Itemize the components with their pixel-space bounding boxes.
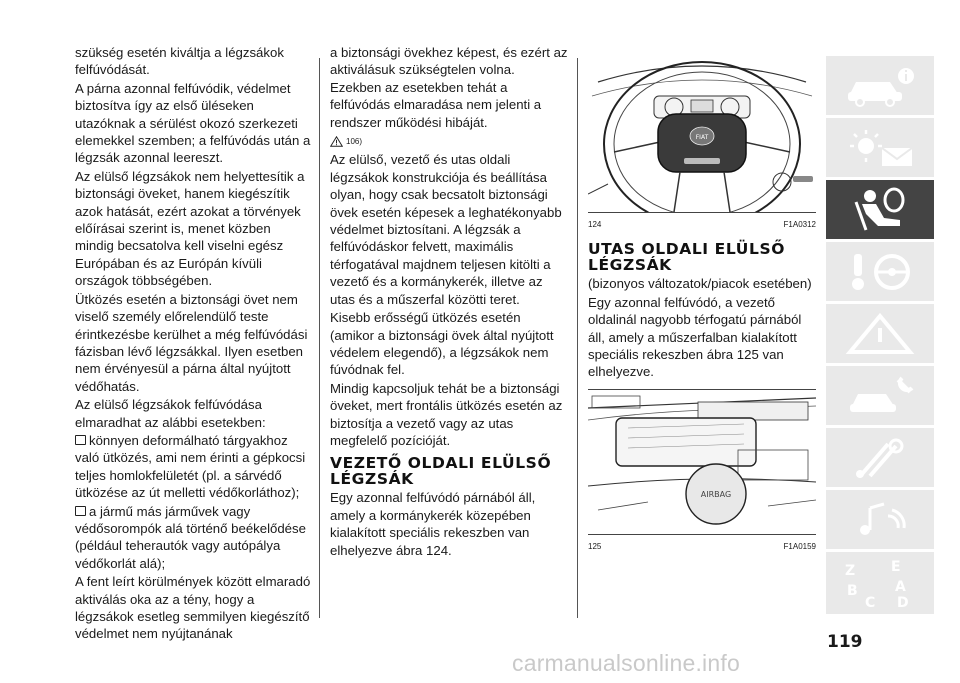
figure-caption xyxy=(588,538,816,555)
warning-reference: 106) xyxy=(330,133,568,150)
warning-triangle-tab-icon xyxy=(840,312,920,356)
watermark: carmanualsonline.info xyxy=(512,650,740,676)
key-steering-icon xyxy=(840,250,920,294)
paragraph: A fent leírt körülmények között elmaradó aktiválás oka az a tény, hogy a légzsákok esetleg semmilyen kiegészítő védelmet nem nyújtanának xyxy=(75,574,311,642)
paragraph: Az elülső légzsákok nem helyettesítik a biztonsági öveket, hanem kiegészítik azok hatását, ezért azokat a törvények előírásai szerint is, menet közben mindig becsatolva kell viselni egész Európában és az Európán kívüli országok többségében. xyxy=(75,168,305,289)
text-column-2 xyxy=(330,44,568,560)
figure-number: 124 xyxy=(588,220,602,229)
figure-dashboard-airbag xyxy=(588,389,816,535)
paragraph: Az elülső légzsákok felfúvódása elmaradhat az alábbi esetekben: xyxy=(75,397,266,430)
paragraph: A párna azonnal felfúvódik, védelmet biztosítva így az első üléseken utazóknak a sérülést okozó szerkezeti elemekkel szemben; a felfúvódás után a légzsák azonnal leereszt. xyxy=(75,80,311,166)
chapter-tab-lights-messages[interactable] xyxy=(826,118,934,177)
paragraph: Az elülső, vezető és utas oldali légzsákok konstrukciója és beállítása olyan, hogy csak becsatolt biztonsági övek esetén képesek a leghatékonyabb védelmet biztosítani. A légzsák a felfúvódáskor felvett, maximális térfogatával majdnem teljesen kitölti a vezető és a kormánykerék, illetve az utas és a műszerfal közötti teret. xyxy=(330,152,562,307)
paragraph: szükség esetén kiváltja a légzsákok felfúvódását. xyxy=(75,45,284,78)
text-column-3 xyxy=(588,56,816,563)
paragraph: Ütközés esetén a biztonsági övet nem viselő személy előrelendülő teste érintkezésbe kerülhet a még felfúvódási fázisban lévő légzsákkal. Ilyen esetben nem érvényesül a párna által nyújtott védőhatás. xyxy=(75,291,308,394)
column-divider xyxy=(577,58,578,618)
light-message-icon xyxy=(840,126,920,170)
paragraph: Egy azonnal felfúvódó párnából áll, amely a kormánykerék közepében kialakított speciális rekeszben van elhelyezve ábra 124. xyxy=(330,490,536,558)
warning-triangle-icon xyxy=(330,136,343,147)
figure-code: F1A0312 xyxy=(783,220,816,229)
page-number: 119 xyxy=(827,632,863,652)
svg-text:B: B xyxy=(847,583,858,599)
paragraph: Kisebb erősségű ütközés esetén (amikor a biztonsági övek által nyújtott védelem elegendő), a légzsákok nem fúvódnak fel. xyxy=(330,310,554,378)
airbag-label: AIRBAG xyxy=(700,489,732,499)
chapter-tab-vehicle-info[interactable] xyxy=(826,56,934,115)
chapter-tabs xyxy=(826,56,934,617)
svg-text:A: A xyxy=(895,579,906,595)
figure-caption xyxy=(588,216,816,233)
svg-text:FIAT: FIAT xyxy=(695,134,709,141)
paragraph: Egy azonnal felfúvódó, a vezető oldalinál nagyobb térfogatú párnából áll, amely a műszerfalban kialakított speciális rekeszben ábra 125 van elhelyezve. xyxy=(588,294,802,380)
steering-wheel-illustration xyxy=(588,56,816,212)
alphabet-index-icon xyxy=(835,555,925,611)
chapter-tab-starting-driving[interactable] xyxy=(826,242,934,301)
tools-icon xyxy=(840,436,920,480)
paragraph: a biztonsági övekhez képest, és ezért az aktiválásuk szükségtelen volna. Ezekben az esetekben tehát a felfúvódás elmaradása nem jelenti a rendszer működési hibáját. xyxy=(330,45,568,130)
figure-code: F1A0159 xyxy=(783,541,816,551)
svg-text:Z: Z xyxy=(845,563,856,579)
chapter-tab-technical-data[interactable] xyxy=(826,428,934,487)
paragraph: Mindig kapcsoljuk tehát be a biztonsági öveket, mert frontális ütközés esetén az biztosítja a vezető vagy az utas megfelelő pozícióját. xyxy=(330,380,563,448)
bullet-item: a jármű más járművek vagy védősorompók alá történő beékelődése (például teherautók vagy autópálya védőkorlát alá); xyxy=(75,503,306,571)
figure-steering-wheel xyxy=(588,56,816,213)
column-divider xyxy=(319,58,320,618)
chapter-tab-emergency[interactable] xyxy=(826,304,934,363)
subtitle: (bizonyos változatok/piacok esetében) xyxy=(588,276,812,292)
text-column-1 xyxy=(75,44,311,644)
chapter-tab-multimedia[interactable] xyxy=(826,490,934,549)
chapter-tab-index[interactable] xyxy=(826,552,934,614)
multimedia-icon xyxy=(840,498,920,542)
svg-text:E: E xyxy=(891,559,901,575)
car-info-icon xyxy=(840,64,920,108)
bullet-square-icon xyxy=(75,435,86,445)
svg-text:C: C xyxy=(865,595,876,611)
figure-number: 125 xyxy=(588,541,602,551)
section-heading: UTAS OLDALI ELÜLSŐ LÉGZSÁK xyxy=(588,240,785,275)
passenger-airbag-illustration xyxy=(588,390,816,534)
chapter-tab-maintenance[interactable] xyxy=(826,366,934,425)
chapter-tab-safety[interactable] xyxy=(826,180,934,239)
section-heading: VEZETŐ OLDALI ELÜLSŐ LÉGZSÁK xyxy=(330,454,552,489)
wrench-car-icon xyxy=(840,374,920,418)
bullet-item: könnyen deformálható tárgyakhoz való ütközés, ami nem érinti a gépkocsi teljes homlokfelületét (pl. a sárvédő ütközése az út melletti védőkorláthoz); xyxy=(75,432,306,501)
airbag-seat-icon xyxy=(840,186,920,234)
svg-text:D: D xyxy=(897,595,909,611)
bullet-square-icon xyxy=(75,506,86,516)
